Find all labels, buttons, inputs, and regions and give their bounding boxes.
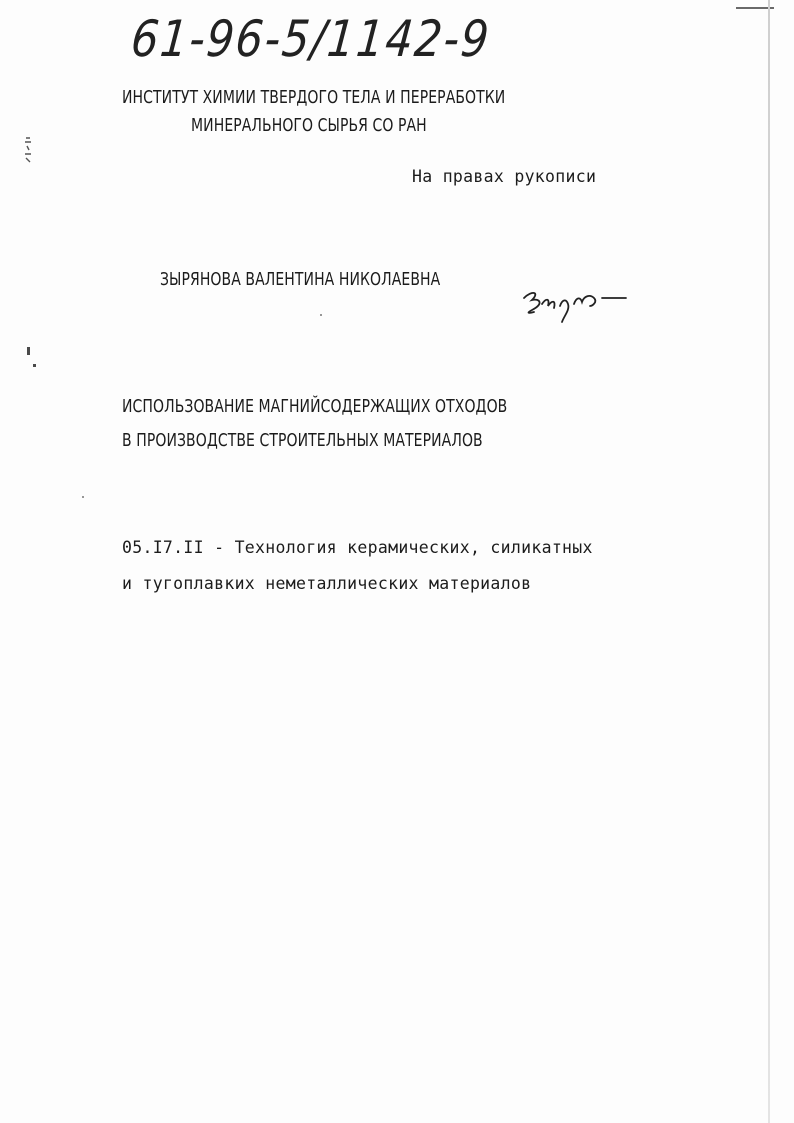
specialty-line-1: 05.I7.II - Технология керамических, силикатных <box>122 538 593 557</box>
title-line-1: ИСПОЛЬЗОВАНИЕ МАГНИЙСОДЕРЖАЩИХ ОТХОДОВ <box>122 397 508 417</box>
speck <box>82 496 84 498</box>
margin-speck <box>27 347 30 355</box>
page-edge-shadow <box>768 0 770 1123</box>
handwritten-registry-number: 61-96-5/1142-9 <box>128 10 493 68</box>
author-signature-icon <box>518 276 638 336</box>
speck <box>320 314 322 316</box>
margin-speck <box>33 364 36 367</box>
specialty-line-2: и тугоплавких неметаллических материалов <box>122 574 532 593</box>
institution-line-2: МИНЕРАЛЬНОГО СЫРЬЯ СО РАН <box>191 116 427 136</box>
institution-line-1: ИНСТИТУТ ХИМИИ ТВЕРДОГО ТЕЛА И ПЕРЕРАБОТКИ <box>122 88 506 108</box>
author-name: ЗЫРЯНОВА ВАЛЕНТИНА НИКОЛАЕВНА <box>160 270 441 290</box>
stamp-fragment-icon <box>20 136 38 164</box>
title-line-2: В ПРОИЗВОДСТВЕ СТРОИТЕЛЬНЫХ МАТЕРИАЛОВ <box>122 431 483 451</box>
manuscript-note: На правах рукописи <box>412 167 597 186</box>
